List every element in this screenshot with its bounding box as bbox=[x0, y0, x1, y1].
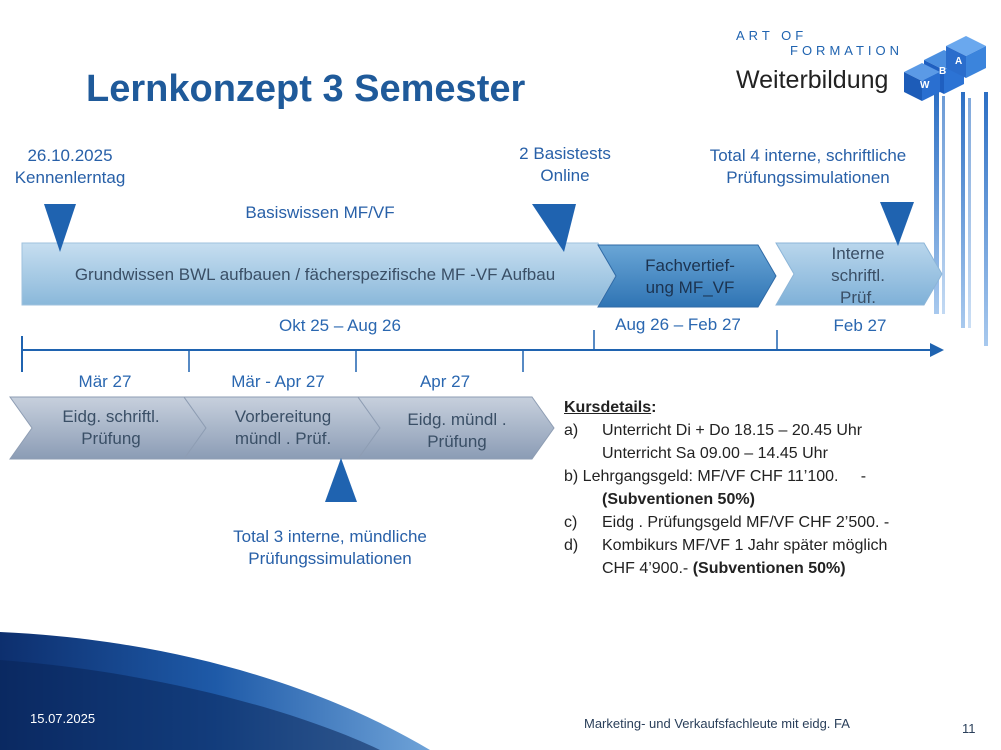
simulationen-line1: Total 4 interne, schriftliche bbox=[709, 146, 907, 165]
muendlich-line1: Total 3 interne, mündliche bbox=[233, 527, 427, 546]
kurs-item-c-marker: c) bbox=[564, 514, 578, 531]
simulationen-label bbox=[680, 145, 936, 189]
step-vorbereitung-line1: Vorbereitung bbox=[234, 407, 332, 426]
logo-line2: FORMATION bbox=[790, 43, 904, 58]
step-eidg-schriftl-line2: Prüfung bbox=[81, 429, 141, 448]
kurs-item-d-price: CHF 4’900.- bbox=[602, 560, 693, 577]
logo-cube-letter-a: A bbox=[955, 56, 963, 67]
kennenlern-date: 26.10.2025 bbox=[27, 146, 113, 165]
muendlich-line2: Prüfungssimulationen bbox=[248, 549, 412, 568]
lower-date-maer: Mär 27 bbox=[78, 372, 132, 391]
kurs-item-d-marker: d) bbox=[564, 537, 579, 554]
kursdetails-heading-row bbox=[564, 396, 984, 419]
kurs-item-b-line1: b) Lehrgangsgeld: MF/VF CHF 11’100. - bbox=[564, 468, 867, 485]
step-eidg-muendl-line1: Eidg. mündl . bbox=[407, 410, 507, 429]
footer-center: Marketing- und Verkaufsfachleute mit eidg. FA bbox=[584, 716, 850, 731]
logo-cube-letter-b: B bbox=[939, 66, 947, 77]
muendlich-label bbox=[200, 526, 460, 570]
period-aug-feb: Aug 26 – Feb 27 bbox=[615, 315, 741, 334]
step-vorbereitung-label bbox=[196, 406, 370, 450]
basistests-line2: Online bbox=[540, 166, 590, 185]
deco-bar bbox=[968, 98, 971, 328]
kurs-item-d-subvention: (Subventionen 50%) bbox=[692, 560, 846, 577]
step-eidg-schriftl-label bbox=[24, 406, 198, 450]
logo-line1: ART OF bbox=[736, 28, 808, 43]
marker-simulationen bbox=[880, 202, 914, 246]
kurs-item-a-marker: a) bbox=[564, 422, 579, 439]
footer-page-number: 11 bbox=[962, 721, 976, 736]
phase-grundwissen-label: Grundwissen BWL aufbauen / fächerspezifische MF -VF Aufbau bbox=[74, 265, 556, 284]
logo-cube-letter-w: W bbox=[920, 80, 930, 91]
step-eidg-muendl-line2: Prüfung bbox=[427, 432, 487, 451]
period-okt-aug: Okt 25 – Aug 26 bbox=[279, 316, 401, 335]
deco-bar bbox=[984, 92, 988, 346]
kursdetails-colon: : bbox=[651, 399, 657, 416]
timeline-arrowhead bbox=[930, 343, 944, 357]
kurs-item-c-line1: Eidg . Prüfungsgeld MF/VF CHF 2’500. - bbox=[602, 514, 890, 531]
lower-date-maer-apr: Mär - Apr 27 bbox=[231, 372, 325, 391]
page-title: Lernkonzept 3 Semester bbox=[86, 68, 526, 110]
logo-brand: Weiterbildung bbox=[736, 66, 889, 94]
kursdetails-heading: Kursdetails bbox=[564, 399, 652, 416]
deco-bar bbox=[961, 92, 965, 328]
kurs-item-b-line2: (Subventionen 50%) bbox=[602, 491, 755, 508]
step-eidg-muendl-label bbox=[370, 409, 544, 453]
marker-muendlich bbox=[325, 458, 357, 502]
basistests-label bbox=[495, 143, 635, 187]
kurs-item-a-line2: Unterricht Sa 09.00 – 14.45 Uhr bbox=[602, 445, 828, 462]
deco-bar bbox=[942, 96, 945, 314]
kennenlern-label bbox=[0, 145, 140, 189]
phase-interne-label bbox=[800, 243, 916, 309]
kurs-item-d bbox=[564, 534, 984, 580]
logo bbox=[736, 28, 976, 108]
kennenlern-text: Kennenlerntag bbox=[14, 168, 126, 187]
phase-fachvertief-line1: Fachvertief- bbox=[645, 256, 735, 275]
phase-interne-line1: Interne bbox=[831, 244, 885, 263]
phase-fachvertief-line2: ung MF_VF bbox=[645, 278, 735, 297]
step-eidg-schriftl-line1: Eidg. schriftl. bbox=[62, 407, 160, 426]
kurs-item-d-line1: Kombikurs MF/VF 1 Jahr später möglich bbox=[602, 537, 888, 554]
kurs-item-d-line2 bbox=[602, 557, 984, 580]
basiswissen-label: Basiswissen MF/VF bbox=[245, 203, 395, 222]
phase-interne-line2: schriftl. bbox=[831, 266, 885, 285]
kurs-item-a bbox=[564, 419, 984, 465]
step-vorbereitung-line2: mündl . Prüf. bbox=[234, 429, 332, 448]
kursdetails bbox=[564, 396, 984, 580]
kurs-item-c bbox=[564, 511, 984, 534]
period-feb: Feb 27 bbox=[833, 316, 887, 335]
kurs-item-a-line1: Unterricht Di + Do 18.15 – 20.45 Uhr bbox=[602, 422, 863, 439]
lower-date-apr: Apr 27 bbox=[419, 372, 471, 391]
basistests-line1: 2 Basistests bbox=[519, 144, 611, 163]
phase-fachvertief-label bbox=[620, 255, 760, 299]
footer-date: 15.07.2025 bbox=[30, 711, 96, 726]
phase-interne-line3: Prüf. bbox=[840, 288, 876, 307]
simulationen-line2: Prüfungssimulationen bbox=[726, 168, 890, 187]
